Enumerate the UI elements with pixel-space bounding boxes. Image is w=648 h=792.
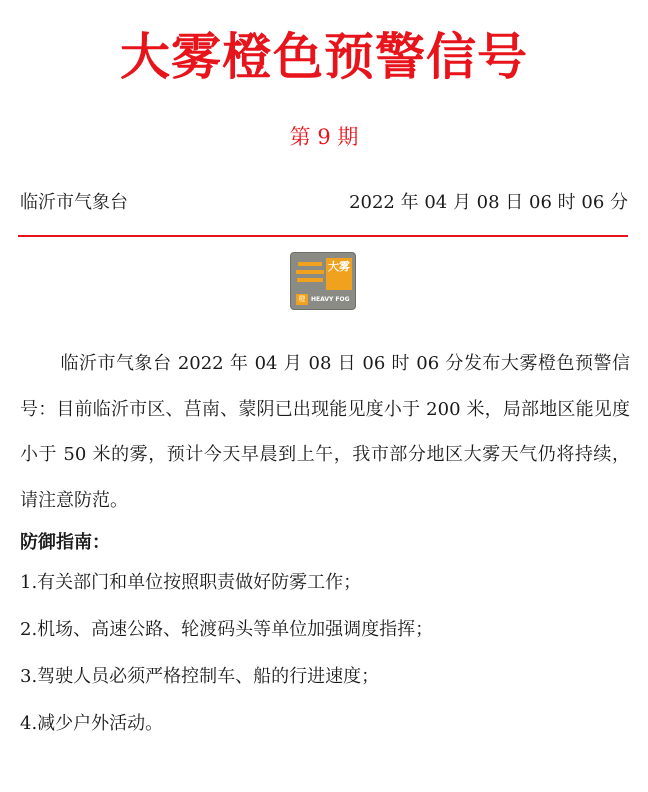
red-divider — [18, 235, 628, 237]
warning-paragraph — [20, 341, 630, 523]
signal-label-en: HEAVY FOG — [311, 296, 350, 303]
list-item: 4.减少户外活动。 — [20, 713, 164, 734]
warning-paragraph-text: 临沂市气象台 2022 年 04 月 08 日 06 时 06 分发布大雾橙色预警信号：目前临沂市区、莒南、蒙阴已出现能见度小于 200 米，局部地区能见度小于 50 米的雾，预计今天早晨到上午，我市部分地区大雾天气仍将持续，请注意防范。 — [20, 353, 630, 511]
signal-tag: 大雾 — [326, 258, 352, 290]
list-item: 1.有关部门和单位按照职责做好防雾工作； — [20, 572, 362, 593]
list-item: 3.驾驶人员必须严格控制车、船的行进速度； — [20, 666, 380, 687]
signal-level-tag: 橙 — [296, 294, 308, 305]
issuer-name: 临沂市气象台 — [20, 192, 128, 213]
list-item: 2.机场、高速公路、轮渡码头等单位加强调度指挥； — [20, 619, 434, 640]
fog-bars-icon — [296, 262, 324, 286]
issue-datetime: 2022 年 04 月 08 日 06 时 06 分 — [349, 192, 628, 213]
issue-number: 第 9 期 — [289, 125, 359, 149]
page-title: 大雾橙色预警信号 — [120, 28, 528, 86]
issuer-meta-row — [20, 186, 628, 216]
guide-list — [20, 568, 630, 756]
guide-heading: 防御指南： — [20, 532, 110, 553]
heavy-fog-orange-signal-icon — [290, 252, 356, 310]
